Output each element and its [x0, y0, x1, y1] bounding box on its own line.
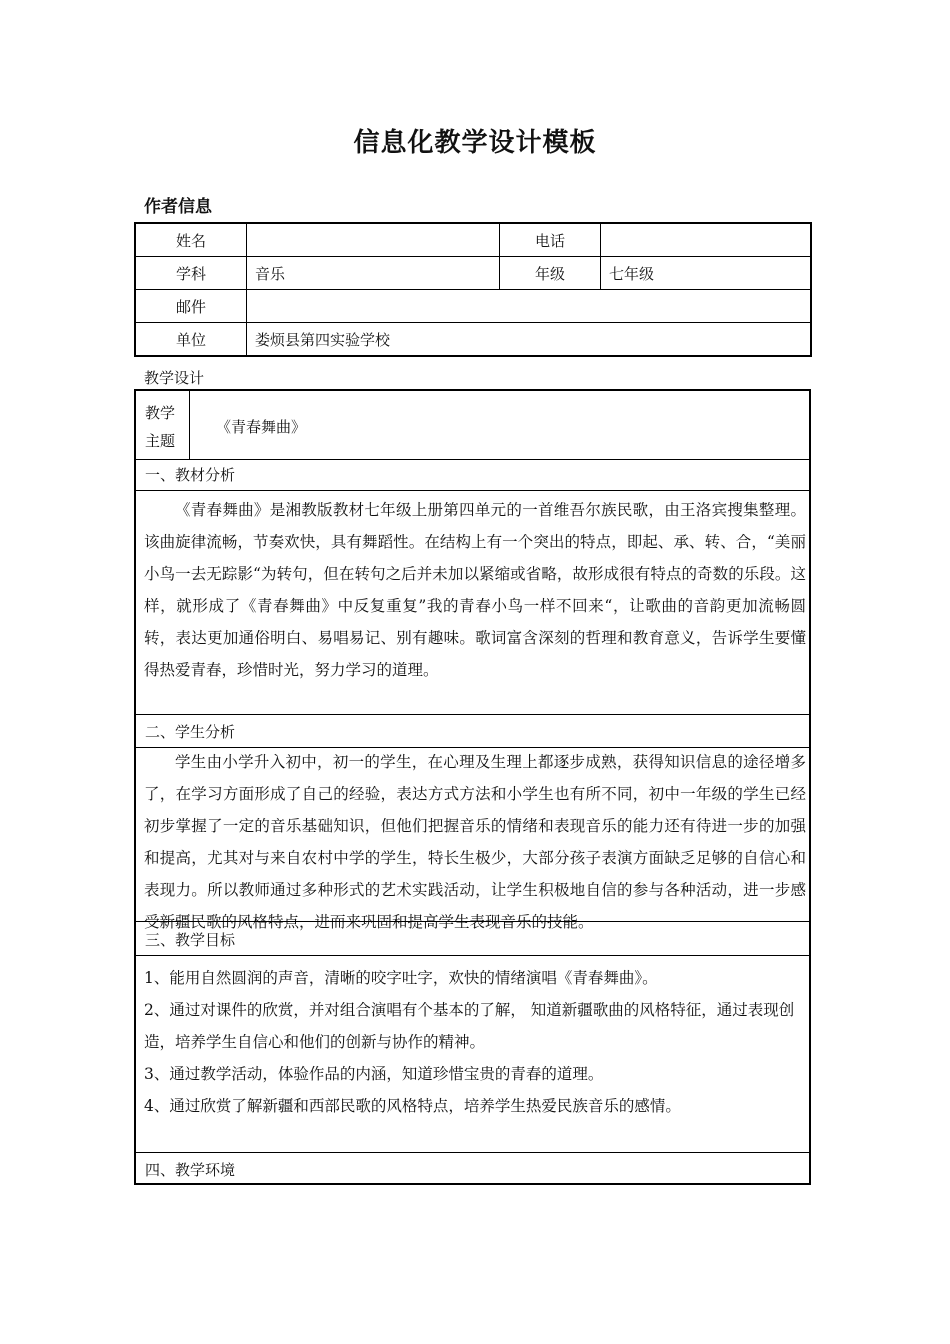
goal-item: 2、通过对课件的欣赏，并对组合演唱有个基本的了解， 知道新疆歌曲的风格特征，通过表现创造，培养学生自信心和他们的创新与协作的精神。 [144, 1001, 795, 1051]
student-analysis-heading: 二、学生分析 [136, 717, 809, 748]
material-analysis-text: 《青春舞曲》是湘教版教材七年级上册第四单元的一首维吾尔族民歌，由王洛宾搜集整理。该曲旋律流畅，节奏欢快，具有舞蹈性。在结构上有一个突出的特点，即起、承、转、合，“美丽小鸟一去无踪影“为转句，但在转句之后并未加以紧缩或省略，故形成很有特点的奇数的乐段。这样，就形成了《青春舞曲》中反复重复”我的青春小鸟一样不回来“，让歌曲的音韵更加流畅圆转，表达更加通俗明白、易唱易记、别有趣味。歌词富含深刻的哲理和教育意义，告诉学生要懂得热爱青春，珍惜时光，努力学习的道理。 [144, 501, 806, 679]
email-value [247, 290, 812, 323]
grade-label: 年级 [500, 257, 601, 290]
goal-item: 1、能用自然圆润的声音，清晰的咬字吐字，欢快的情绪演唱《青春舞曲》。 [144, 969, 658, 987]
design-caption: 教学设计 [144, 369, 205, 387]
student-analysis-text: 学生由小学升入初中，初一的学生，在心理及生理上都逐步成熟，获得知识信息的途径增多了，在学习方面形成了自己的经验，表达方式方法和小学生也有所不同，初中一年级的学生已经初步掌握了一定的音乐基础知识，但他们把握音乐的情绪和表现音乐的能力还有待进一步的加强和提高，尤其对与来自农村中学的学生，特长生极少，大部分孩子表演方面缺乏足够的自信心和表现力。所以教师通过多种形式的艺术实践活动，让学生积极地自信的参与各种活动，进一步感受新疆民歌的风格特点，进而来巩固和提高学生表现音乐的技能。 [144, 753, 806, 931]
teaching-goals-heading: 三、教学目标 [136, 925, 809, 956]
name-label: 姓名 [135, 223, 247, 257]
document-title: 信息化教学设计模板 [353, 128, 597, 158]
topic-row [136, 391, 809, 460]
divider [136, 1152, 809, 1153]
divider [136, 714, 809, 715]
email-label: 邮件 [135, 290, 247, 323]
teaching-design-table [134, 389, 811, 1185]
phone-value [601, 223, 812, 257]
phone-label: 电话 [500, 223, 601, 257]
subject-value: 音乐 [247, 257, 500, 290]
goal-item: 4、通过欣赏了解新疆和西部民歌的风格特点，培养学生热爱民族音乐的感情。 [144, 1097, 681, 1115]
topic-label: 教学主题 [136, 391, 190, 459]
topic-value: 《青春舞曲》 [216, 418, 307, 436]
unit-value: 娄烦县第四实验学校 [247, 323, 812, 357]
name-value [247, 223, 500, 257]
teaching-environment-heading: 四、教学环境 [145, 1161, 236, 1179]
unit-label: 单位 [135, 323, 247, 357]
goal-item: 3、通过教学活动，体验作品的内涵，知道珍惜宝贵的青春的道理。 [144, 1065, 604, 1083]
grade-value: 七年级 [601, 257, 812, 290]
author-info-heading: 作者信息 [144, 197, 212, 217]
material-analysis-heading: 一、教材分析 [136, 460, 809, 491]
divider [136, 921, 809, 922]
subject-label: 学科 [135, 257, 247, 290]
author-info-table [134, 222, 812, 357]
